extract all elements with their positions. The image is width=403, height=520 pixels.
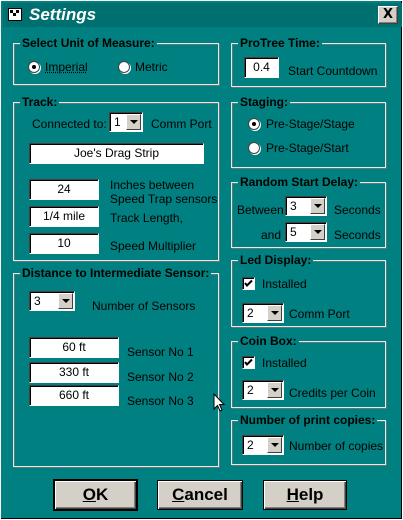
num-sensors-value: 3 bbox=[34, 294, 41, 308]
ok-mnemonic: O bbox=[82, 485, 96, 504]
led-comm-port-select[interactable] bbox=[242, 303, 284, 323]
chevron-down-icon[interactable] bbox=[267, 382, 282, 398]
protree-time-input[interactable]: 0.4 bbox=[244, 57, 279, 78]
inches-label-line1: Inches between bbox=[110, 178, 195, 192]
led-comm-port-label: Comm Port bbox=[289, 307, 350, 321]
print-copies-group bbox=[231, 413, 386, 465]
cancel-button[interactable] bbox=[157, 480, 243, 510]
distance-group bbox=[13, 266, 219, 467]
checkmark-icon bbox=[244, 358, 253, 367]
chevron-down-icon[interactable] bbox=[58, 293, 73, 309]
unit-of-measure-group bbox=[13, 36, 219, 85]
delay-min-value: 3 bbox=[290, 199, 297, 213]
track-length-label: Track Length, bbox=[110, 211, 183, 225]
led-installed-checkbox[interactable] bbox=[242, 277, 255, 290]
track-comm-port-value: 1 bbox=[114, 115, 121, 129]
credits-per-coin-label: Credits per Coin bbox=[289, 386, 376, 400]
help-label-rest: elp bbox=[298, 485, 324, 504]
print-copies-select[interactable] bbox=[242, 435, 284, 455]
ok-button[interactable] bbox=[54, 480, 137, 510]
close-button[interactable] bbox=[378, 6, 398, 24]
sensor-3-label: Sensor No 3 bbox=[127, 394, 194, 408]
delay-min-select[interactable] bbox=[285, 196, 327, 216]
protree-group bbox=[231, 36, 386, 87]
track-name-input[interactable]: Joe's Drag Strip bbox=[29, 143, 204, 164]
imperial-label[interactable]: Imperial bbox=[45, 60, 88, 74]
between-label: Between bbox=[237, 203, 284, 217]
close-icon: X bbox=[382, 7, 394, 22]
led-display-group bbox=[231, 253, 386, 327]
imperial-radio[interactable] bbox=[28, 61, 40, 73]
random-delay-group-title: Random Start Delay: bbox=[240, 175, 359, 189]
metric-radio[interactable] bbox=[118, 61, 130, 73]
track-length-input[interactable]: 1/4 mile bbox=[29, 206, 99, 227]
led-group-title: Led Display: bbox=[240, 253, 312, 267]
prestage-stage-label[interactable]: Pre-Stage/Stage bbox=[266, 117, 355, 131]
num-sensors-select[interactable] bbox=[29, 291, 75, 311]
inches-input[interactable]: 24 bbox=[29, 179, 99, 200]
credits-per-coin-select[interactable] bbox=[242, 380, 284, 400]
credits-per-coin-value: 2 bbox=[247, 383, 254, 397]
chevron-down-icon[interactable] bbox=[267, 305, 282, 321]
delay-max-select[interactable] bbox=[285, 222, 327, 242]
title-bar[interactable] bbox=[3, 3, 402, 27]
help-button[interactable] bbox=[263, 480, 347, 510]
track-comm-port-select[interactable] bbox=[109, 112, 143, 132]
coin-installed-checkbox[interactable] bbox=[242, 356, 255, 369]
speed-multiplier-input[interactable]: 10 bbox=[29, 233, 99, 254]
led-installed-label[interactable]: Installed bbox=[262, 277, 307, 291]
prestage-start-label[interactable]: Pre-Stage/Start bbox=[266, 141, 349, 155]
sensor-2-label: Sensor No 2 bbox=[127, 370, 194, 384]
inches-label-line2: Speed Trap sensors bbox=[110, 192, 218, 206]
unit-group-title: Select Unit of Measure: bbox=[22, 36, 155, 50]
seconds-label-1: Seconds bbox=[334, 203, 381, 217]
protree-group-title: ProTree Time: bbox=[240, 36, 320, 50]
staging-group-title: Staging: bbox=[240, 95, 288, 109]
coin-installed-label[interactable]: Installed bbox=[262, 356, 307, 370]
prestage-start-radio[interactable] bbox=[248, 142, 260, 154]
cancel-mnemonic: C bbox=[172, 485, 185, 504]
delay-max-value: 5 bbox=[290, 225, 297, 239]
speed-multiplier-label: Speed Multiplier bbox=[110, 239, 197, 253]
print-group-title: Number of print copies: bbox=[240, 413, 376, 427]
sensor-1-label: Sensor No 1 bbox=[127, 345, 194, 359]
random-delay-group bbox=[231, 175, 386, 248]
chevron-down-icon[interactable] bbox=[126, 114, 141, 130]
coin-box-group bbox=[231, 334, 386, 408]
chevron-down-icon[interactable] bbox=[310, 224, 325, 240]
mouse-cursor-icon bbox=[213, 393, 225, 413]
and-label: and bbox=[261, 228, 282, 242]
staging-group bbox=[231, 95, 386, 168]
cancel-label-rest: ancel bbox=[184, 485, 228, 504]
seconds-label-2: Seconds bbox=[334, 228, 381, 242]
distance-group-title: Distance to Intermediate Sensor: bbox=[22, 266, 210, 280]
ok-label-rest: K bbox=[95, 485, 109, 504]
prestage-stage-radio[interactable] bbox=[248, 118, 260, 130]
sensor-3-input[interactable]: 660 ft bbox=[29, 385, 119, 406]
comm-port-label: Comm Port bbox=[151, 117, 212, 131]
led-comm-port-value: 2 bbox=[247, 306, 254, 320]
track-group bbox=[13, 95, 219, 261]
sensor-2-input[interactable]: 330 ft bbox=[29, 362, 119, 383]
chevron-down-icon[interactable] bbox=[267, 437, 282, 453]
sensor-1-input[interactable]: 60 ft bbox=[29, 337, 119, 358]
app-icon bbox=[8, 8, 22, 21]
chevron-down-icon[interactable] bbox=[310, 198, 325, 214]
print-copies-value: 2 bbox=[247, 438, 254, 452]
num-sensors-label: Number of Sensors bbox=[92, 299, 196, 313]
track-group-title: Track: bbox=[22, 95, 58, 109]
connected-to-label: Connected to: bbox=[32, 117, 107, 131]
checkmark-icon bbox=[244, 279, 253, 288]
window-title: Settings bbox=[29, 5, 97, 24]
start-countdown-label: Start Countdown bbox=[288, 64, 378, 78]
help-mnemonic: H bbox=[286, 485, 299, 504]
coin-group-title: Coin Box: bbox=[240, 334, 297, 348]
print-copies-label: Number of copies bbox=[289, 439, 384, 453]
metric-label[interactable]: Metric bbox=[135, 60, 168, 74]
